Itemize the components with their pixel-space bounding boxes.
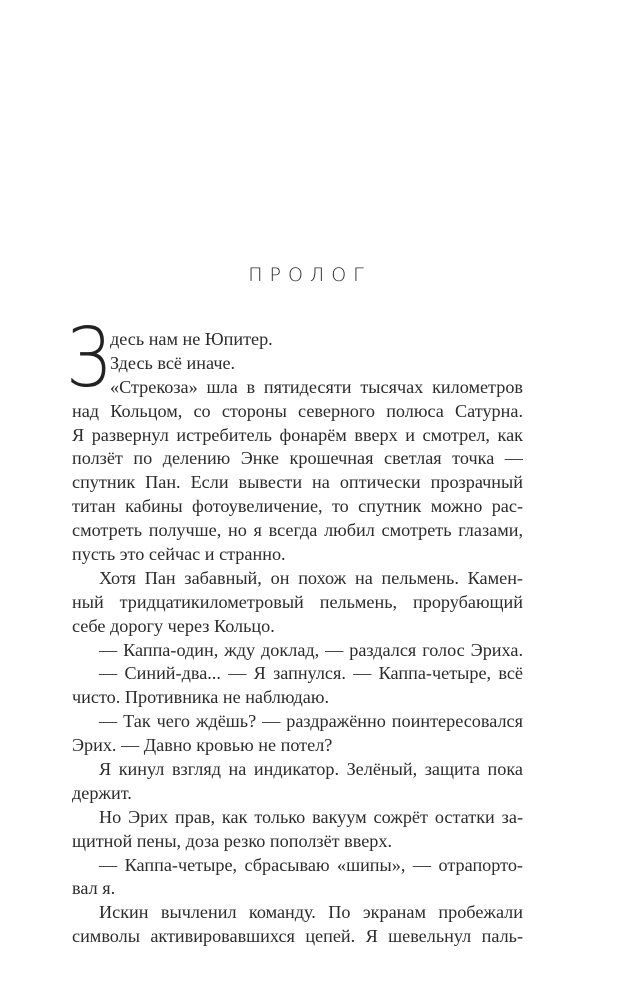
chapter-title: ПРОЛОГ bbox=[248, 264, 371, 286]
text-line: держит. bbox=[72, 782, 132, 803]
text-line: «Стрекоза» шла в пятидесяти тысячах километров bbox=[110, 376, 523, 397]
text-line: спутник Пан. Если вывести на оптически прозрачный bbox=[72, 472, 523, 493]
text-line: символы активировавшихся цепей. Я шевельнул паль- bbox=[72, 926, 523, 947]
text-line: чисто. Противника не наблюдаю. bbox=[72, 687, 330, 708]
text-line: Я развернул истребитель фонарём вверх и смотрел, как bbox=[72, 424, 523, 445]
text-line: пусть это сейчас и странно. bbox=[72, 544, 286, 565]
text-line: ползёт по делению Энке крошечная светлая точка — bbox=[72, 448, 523, 469]
text-line: Здесь всё иначе. bbox=[110, 352, 236, 373]
text-line: смотреть получше, но я всегда любил смотреть глазами, bbox=[72, 520, 523, 541]
text-line: ный тридцатикилометровый пельмень, прорубающий bbox=[72, 591, 523, 612]
text-line: над Кольцом, со стороны северного полюса Сатурна. bbox=[72, 400, 523, 421]
text-line: — Синий-два... — Я запнулся. — Каппа-четыре, всё bbox=[99, 663, 523, 684]
text-line: себе дорогу через Кольцо. bbox=[72, 615, 275, 636]
drop-cap: З bbox=[66, 311, 111, 406]
text-line: Хотя Пан забавный, он похож на пельмень. Камен- bbox=[99, 567, 523, 588]
text-line: Но Эрих прав, как только вакуум сожрёт остатки за- bbox=[99, 806, 523, 827]
text-line: Искин вычленил команду. По экранам пробежали bbox=[99, 902, 523, 923]
text-line: Я кинул взгляд на индикатор. Зелёный, защита пока bbox=[99, 759, 523, 780]
text-line: титан кабины фотоувеличение, то спутник можно рас- bbox=[72, 496, 523, 517]
text-line: — Каппа-один, жду доклад, — раздался голос Эриха. bbox=[99, 639, 523, 660]
text-line: — Так чего ждёшь? — раздражённо поинтересовался bbox=[99, 711, 523, 732]
text-line: Эрих. — Давно кровью не потел? bbox=[72, 735, 333, 756]
text-line: десь нам не Юпитер. bbox=[110, 329, 273, 349]
text-line: щитной пены, доза резко поползёт вверх. bbox=[72, 830, 393, 851]
text-line: — Каппа-четыре, сбрасываю «шипы», — отрапорто- bbox=[99, 854, 523, 875]
text-line: вал я. bbox=[72, 878, 116, 899]
body-text bbox=[72, 328, 523, 949]
